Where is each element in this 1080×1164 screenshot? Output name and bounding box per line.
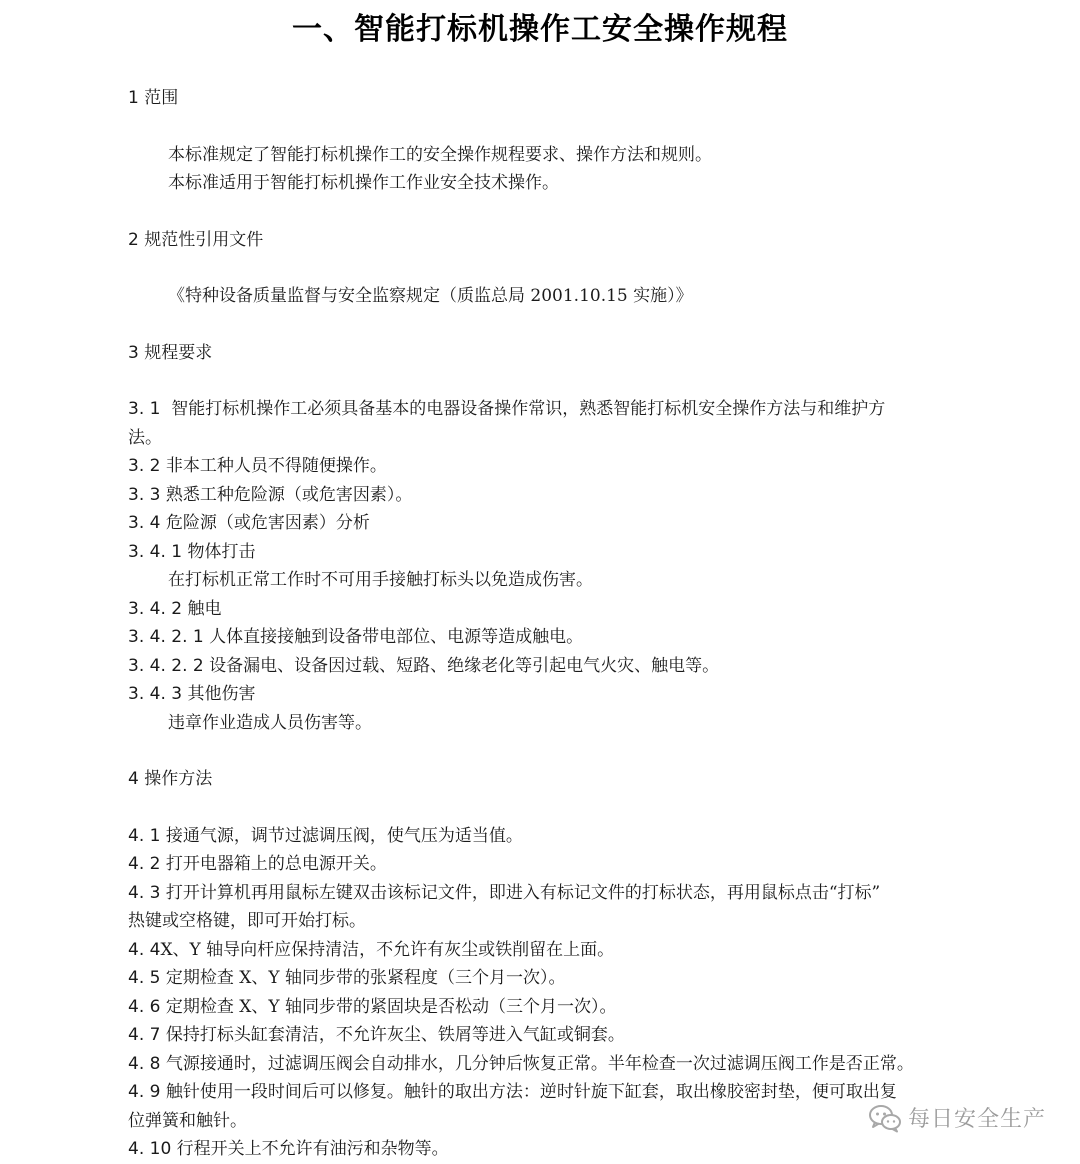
s3-item [128,595,1008,624]
s3-item [128,395,1008,424]
item-text: 热键或空格键，即可开始打标。 [128,911,366,931]
s4-item [128,1135,1008,1164]
item-number: 3. 4. 2 [128,598,183,619]
s4-item [128,822,1008,851]
item-number: 4. 5 [128,968,161,988]
item-text: X、Y 轴导向杆应保持清洁，不允许有灰尘或铁削留在上面。 [160,939,615,960]
item-text: 保持打标头缸套清洁，不允许灰尘、铁屑等进入气缸或铜套。 [160,1025,625,1045]
section-1-heading: 1 范围 [128,88,179,108]
item-text: 违章作业造成人员伤害等。 [168,712,372,733]
s3-item [128,538,1008,567]
s3-item [128,509,1008,538]
s4-item [128,907,1008,936]
item-number: 4. 2 [128,854,161,874]
item-text: 在打标机正常工作时不可用手接触打标头以免造成伤害。 [168,570,593,590]
s4-item [128,936,1008,965]
item-number: 4. 4 [128,939,161,960]
s3-item [128,680,1008,709]
s4-item [128,964,1008,993]
item-number: 3. 4. 2. 1 [128,627,204,647]
item-text: 设备漏电、设备因过载、短路、绝缘老化等引起电气火灾、触电等。 [203,655,720,676]
s3-item [128,566,1008,595]
section-2-heading: 2 规范性引用文件 [128,229,264,250]
item-number: 4. 9 [128,1082,161,1102]
item-text: 非本工种人员不得随便操作。 [160,456,387,476]
s4-item [128,850,1008,879]
item-number: 4. 3 [128,882,161,903]
item-number: 3. 4. 3 [128,684,183,704]
s3-item [128,652,1008,681]
item-number: 4. 1 [128,825,161,846]
wechat-icon [868,1103,902,1133]
s3-item [128,709,1008,738]
item-text: 打开计算机再用鼠标左键双击该标记文件，即进入有标记文件的打标状态，再用鼠标点击“打标” [160,882,881,903]
section-2-reference: 《特种设备质量监督与安全监察规定（质监总局 2001.10.15 实施）》 [168,286,693,306]
item-text: 法。 [128,427,162,448]
item-text: 人体直接接触到设备带电部位、电源等造成触电。 [203,627,584,647]
item-number: 3. 4 [128,513,161,533]
item-number: 4. 8 [128,1053,161,1074]
item-text: 定期检查 X、Y 轴同步带的紧固块是否松动（三个月一次）。 [160,996,617,1017]
item-text: 触电 [182,598,222,619]
item-text: 物体打击 [182,541,256,562]
s3-item [128,452,1008,481]
watermark [868,1102,1046,1133]
item-number: 4. 7 [128,1025,161,1045]
item-text: 触针使用一段时间后可以修复。触针的取出方法：逆时针旋下缸套，取出橡胶密封垫，便可取出复 [160,1082,897,1102]
section-4-heading: 4 操作方法 [128,769,213,789]
document-body [128,84,1008,1164]
s4-item [128,1050,1008,1079]
s4-item [128,993,1008,1022]
item-text: 危险源（或危害因素）分析 [160,513,370,533]
item-text: 接通气源，调节过滤调压阀，使气压为适当值。 [160,825,523,846]
watermark-text: 每日安全生产 [907,1107,1046,1132]
item-text: 熟悉工种危险源（或危害因素）。 [160,484,413,505]
item-number: 3. 2 [128,456,161,476]
section-3-heading: 3 规程要求 [128,342,213,363]
s3-item [128,481,1008,510]
item-text: 位弹簧和触针。 [128,1110,247,1131]
item-text: 智能打标机操作工必须具备基本的电器设备操作常识，熟悉智能打标机安全操作方法与和维护方 [160,399,886,419]
s3-item [128,623,1008,652]
item-text: 其他伤害 [182,684,256,704]
s3-item [128,424,1008,453]
item-number: 4. 6 [128,996,161,1017]
section-3-list [128,395,1008,737]
item-number: 3. 3 [128,484,161,505]
s4-item [128,879,1008,908]
item-text: 打开电器箱上的总电源开关。 [160,854,387,874]
item-number: 3. 1 [128,399,161,419]
item-number: 3. 4. 2. 2 [128,655,204,676]
item-text: 定期检查 X、Y 轴同步带的张紧程度（三个月一次）。 [160,968,566,988]
page-title: 一、智能打标机操作工安全操作规程 [292,12,788,47]
item-number: 3. 4. 1 [128,541,183,562]
item-text: 气源接通时，过滤调压阀会自动排水，几分钟后恢复正常。半年检查一次过滤调压阀工作是否正常。 [160,1053,914,1074]
section-1-paragraph-1: 本标准规定了智能打标机操作工的安全操作规程要求、操作方法和规则。 [168,144,712,165]
item-text: 行程开关上不允许有油污和杂物等。 [171,1139,449,1159]
section-1-paragraph-2: 本标准适用于智能打标机操作工作业安全技术操作。 [168,173,559,193]
s4-item [128,1021,1008,1050]
item-number: 4. 10 [128,1139,172,1159]
